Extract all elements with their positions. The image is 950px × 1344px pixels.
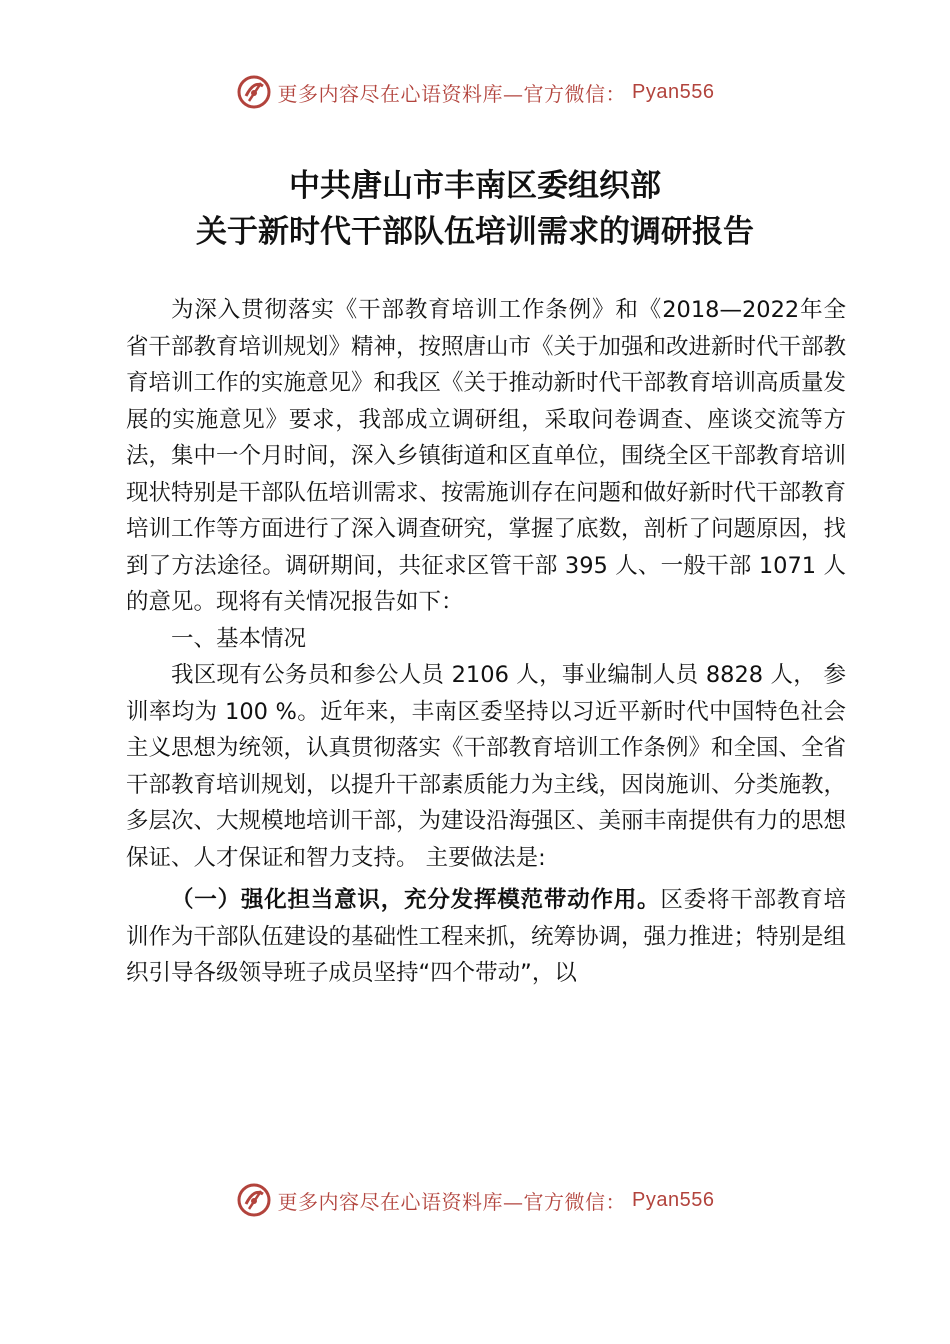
coin-logo-icon (236, 1182, 272, 1218)
section-heading-basic: 一、基本情况 (171, 625, 307, 652)
coin-logo-icon (236, 74, 272, 110)
footer-watermark (0, 1182, 950, 1218)
watermark-text: 更多内容尽在心语资料库—官方微信： (277, 1189, 627, 1214)
watermark-handle: Pyan556 (632, 1188, 715, 1211)
header-watermark (0, 74, 950, 110)
paragraph-practice-1 (126, 882, 846, 992)
paragraph-intro: 为深入贯彻落实《干部教育培训工作条例》和《2018—2022年全省干部教育培训规划》精神，按照唐山市《关于加强和改进新时代干部教育培训工作的实施意见》和我区《关于推动新时代干部教育培训高质量发展的实施意见》要求，我部成立调研组，采取问卷调查、座谈交流等方法，集中一个月时间，深入乡镇街道和区直单位，围绕全区干部教育培训现状特别是干部队伍培训需求、按需施训存在问题和做好新时代干部教育培训工作等方面进行了深入调查研究，掌握了底数，剖析了问题原因，找到了方法途径。调研期间，共征求区管干部 395 人、一般干部 1071 人的意见。现将有关情况报告如下： (126, 297, 847, 615)
practice-1-text: 区委将干部教育培训作为干部队伍建设的基础性工程来抓，统筹协调，强力推进；特别是组织引导各级领导班子成员坚持“四个带动”，以 (126, 887, 847, 986)
report-body (126, 292, 846, 992)
watermark-handle: Pyan556 (632, 80, 715, 103)
report-title-line1: 中共唐山市丰南区委组织部 (289, 168, 661, 204)
paragraph-basic-situation: 我区现有公务员和参公人员 2106 人，事业编制人员 8828 人， 参训率均为 100 %。近年来，丰南区委坚持以习近平新时代中国特色社会主义思想为统领，认真贯彻落实《干部教育培训工作条例》和全国、全省干部教育培训规划，以提升干部素质能力为主线，因岗施训、分类施教，多层次、大规模地培训干部，为建设沿海强区、美丽丰南提供有力的思想保证、人才保证和智力支持。 主要做法是: (126, 662, 847, 871)
watermark-text: 更多内容尽在心语资料库—官方微信： (277, 81, 627, 106)
report-title-line2: 关于新时代干部队伍培训需求的调研报告 (196, 214, 754, 250)
practice-1-heading: （一）强化担当意识，充分发挥模范带动作用。 (171, 887, 661, 913)
